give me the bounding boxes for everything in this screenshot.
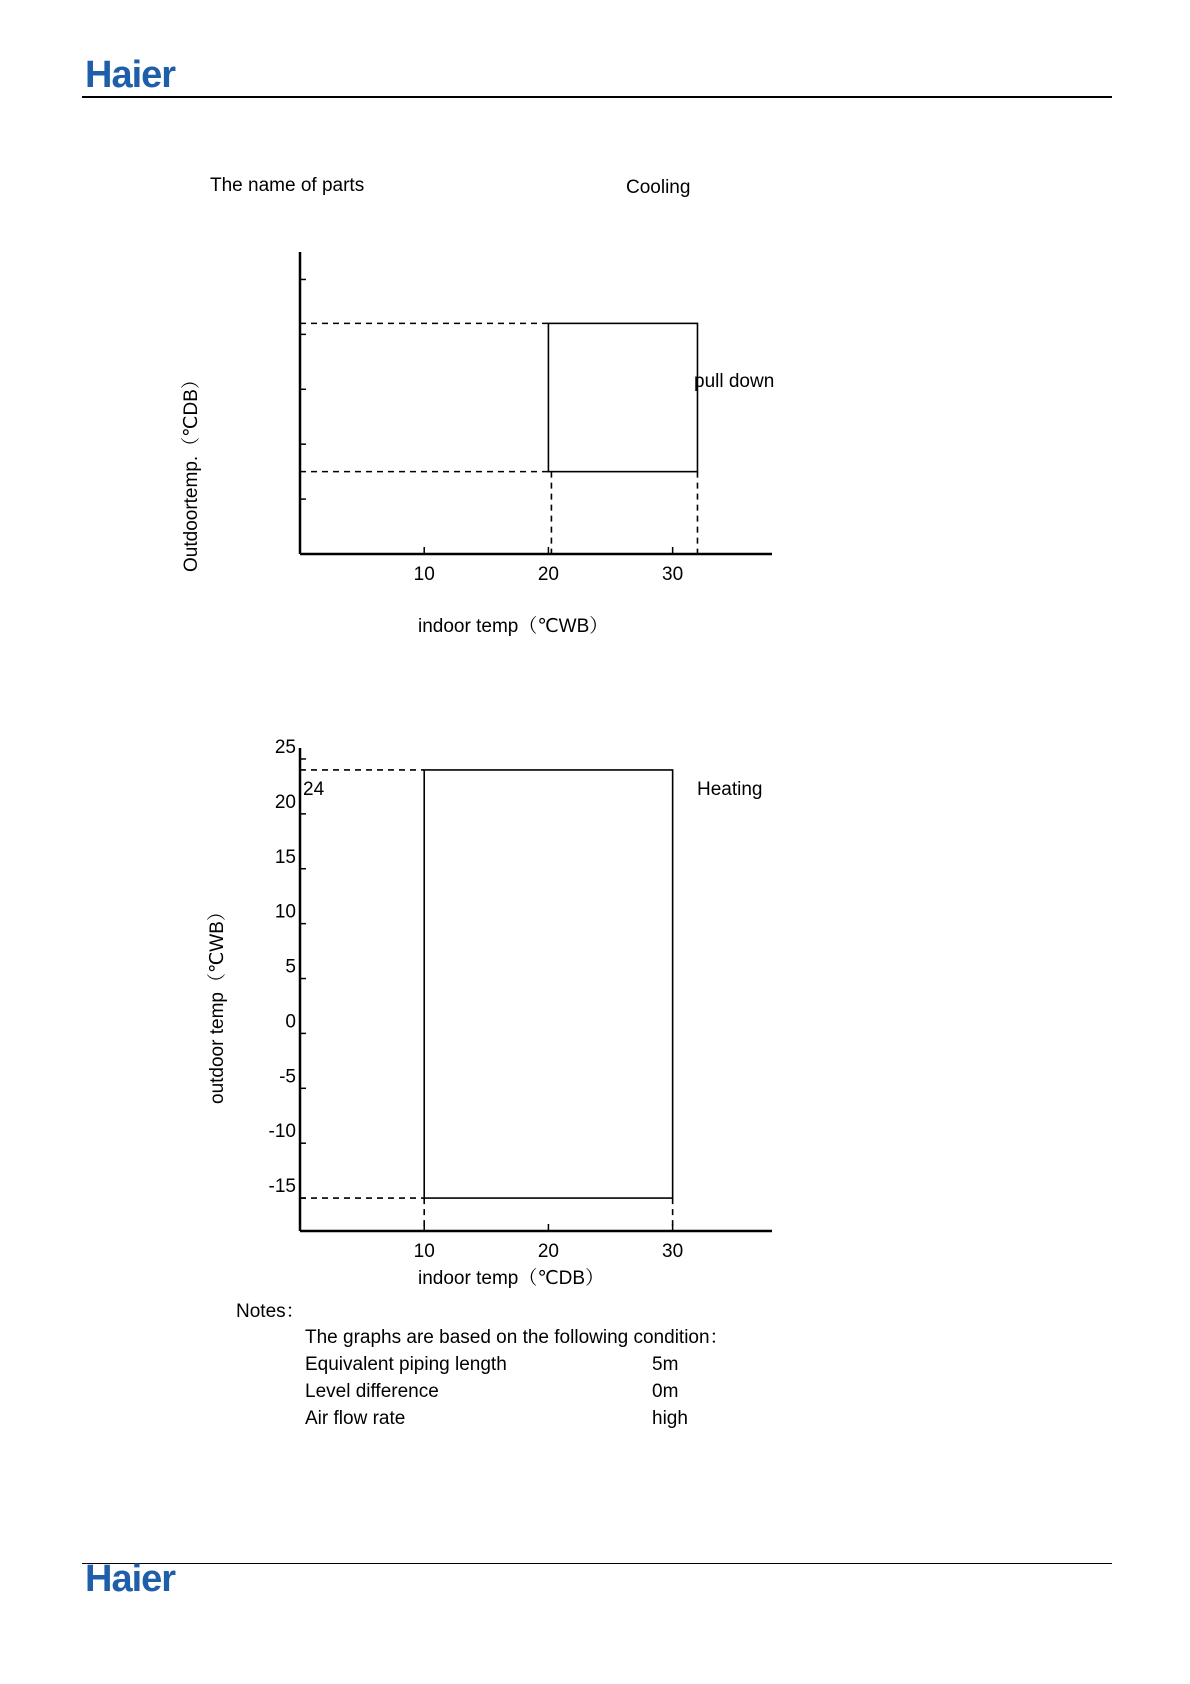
heating-x-axis-label: indoor temp（℃DB） — [418, 1268, 605, 1289]
notes-heading: Notes： — [236, 1301, 305, 1322]
cooling-annotation: pull down — [694, 371, 775, 392]
y-tick-label: 25 — [274, 736, 296, 758]
y-tick-label: -15 — [268, 1176, 296, 1198]
notes-row-label: Level difference — [305, 1381, 439, 1402]
x-tick-label: 10 — [413, 564, 435, 585]
x-tick-label: 10 — [413, 1241, 435, 1262]
notes-row-label: Equivalent piping length — [305, 1354, 507, 1375]
x-tick-label: 20 — [537, 564, 559, 585]
x-tick-label: 30 — [662, 1241, 684, 1262]
section-title: The name of parts — [210, 175, 365, 196]
cooling-title: Cooling — [626, 177, 691, 198]
cooling-x-axis-label: indoor temp（℃WB） — [418, 616, 609, 637]
y-tick-label: 10 — [274, 901, 296, 923]
y-tick-label: 5 — [285, 956, 296, 978]
heating-annotation-24: 24 — [303, 779, 325, 800]
y-tick-label: -10 — [268, 1121, 296, 1143]
notes-row-value: 0m — [652, 1381, 679, 1402]
operating-range-region — [424, 770, 672, 1198]
notes-row-label: Air flow rate — [305, 1408, 406, 1429]
haier-logo-bottom: Haier — [85, 1558, 176, 1600]
heating-y-axis-label: outdoor temp（℃WB） — [207, 902, 228, 1104]
notes-row-value: 5m — [652, 1354, 679, 1375]
x-tick-label: 20 — [537, 1241, 559, 1262]
y-tick-label: 20 — [274, 791, 296, 813]
footer-rule — [82, 1563, 1112, 1564]
notes-row-value: high — [652, 1408, 688, 1429]
x-tick-label: 30 — [662, 564, 684, 585]
notes-intro: The graphs are based on the following condition： — [305, 1327, 729, 1348]
y-tick-label: -5 — [279, 1066, 296, 1088]
cooling-y-axis-label: Outdoortemp.（℃DB） — [181, 370, 202, 572]
y-tick-label: 0 — [285, 1011, 296, 1033]
heating-title: Heating — [697, 779, 763, 800]
y-tick-label: 15 — [274, 846, 296, 868]
haier-logo-top: Haier — [85, 54, 176, 96]
